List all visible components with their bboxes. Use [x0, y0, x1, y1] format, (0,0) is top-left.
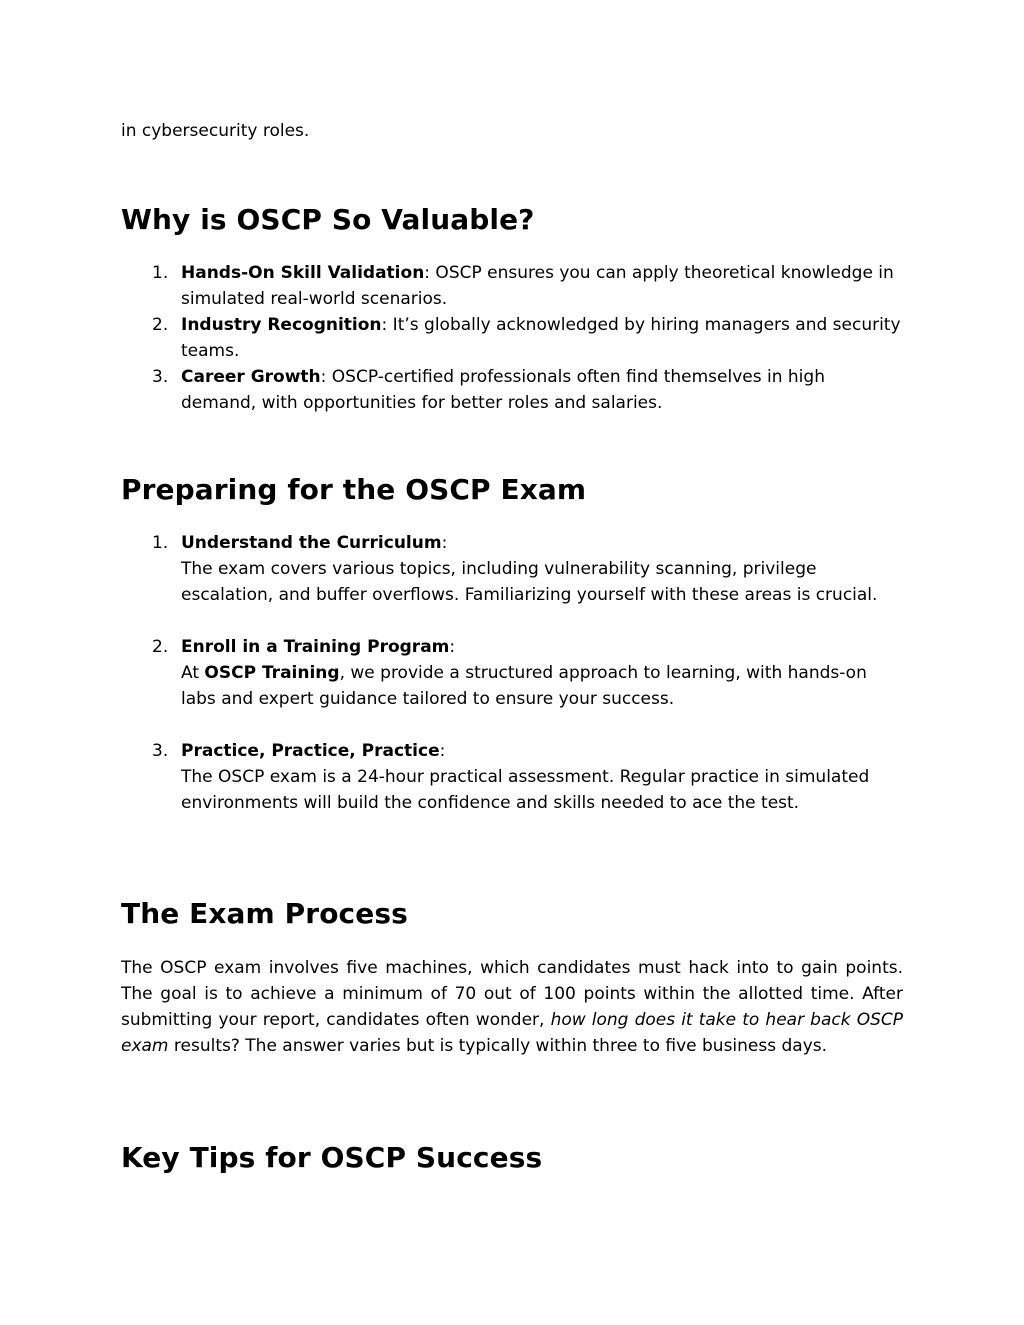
item-text: OSCP ensures you can apply theoretical knowledge in simulated real-world scenarios.	[181, 263, 894, 309]
list-item	[121, 530, 903, 608]
item-text-bold: OSCP Training	[204, 663, 340, 683]
item-text: It’s globally acknowledged by hiring managers and security teams.	[181, 315, 901, 361]
item-text: The exam covers various topics, including vulnerability scanning, privilege escalation, and buffer overflows. Familiarizing yourself with these areas is crucial.	[181, 559, 878, 605]
list-number: 1.	[152, 263, 169, 283]
list-item	[121, 634, 903, 712]
list-item	[121, 312, 903, 364]
item-separator: :	[424, 263, 431, 283]
heading-why-oscp-valuable: Why is OSCP So Valuable?	[121, 203, 535, 236]
exam-process-paragraph	[121, 955, 903, 1059]
list-number: 3.	[152, 367, 169, 387]
item-text: OSCP-certified professionals often find themselves in high demand, with opportunities for better roles and salaries.	[181, 367, 825, 413]
item-title: Career Growth	[181, 367, 321, 387]
item-separator: :	[449, 637, 456, 657]
item-separator: :	[381, 315, 388, 335]
why-list	[121, 260, 903, 416]
item-text-pre: At	[181, 663, 205, 683]
list-number: 2.	[152, 637, 169, 657]
item-title: Enroll in a Training Program	[181, 637, 450, 657]
heading-preparing-oscp-exam: Preparing for the OSCP Exam	[121, 473, 587, 506]
exam-text-post: results? The answer varies but is typically within three to five business days.	[168, 1036, 828, 1056]
item-separator: :	[441, 533, 448, 553]
list-item	[121, 260, 903, 312]
exam-text-italic: how long does it take to hear back OSCP exam	[121, 1010, 903, 1056]
intro-paragraph: in cybersecurity roles.	[121, 121, 310, 141]
list-item	[121, 364, 903, 416]
heading-key-tips: Key Tips for OSCP Success	[121, 1141, 543, 1174]
item-title: Hands-On Skill Validation	[181, 263, 425, 283]
list-number: 2.	[152, 315, 169, 335]
item-separator: :	[439, 741, 446, 761]
heading-exam-process: The Exam Process	[121, 897, 408, 930]
list-number: 3.	[152, 741, 169, 761]
item-title: Industry Recognition	[181, 315, 382, 335]
prep-list	[121, 530, 903, 816]
item-separator: :	[320, 367, 327, 387]
list-item	[121, 738, 903, 816]
item-title: Practice, Practice, Practice	[181, 741, 440, 761]
exam-text-pre: The OSCP exam involves five machines, which candidates must hack into to gain points. The goal is to achieve a minimum of 70 out of 100 points within the allotted time. After submitting your report, candidates often wonder,	[121, 958, 903, 1030]
item-text: The OSCP exam is a 24-hour practical assessment. Regular practice in simulated environments will build the confidence and skills needed to ace the test.	[181, 767, 870, 813]
item-title: Understand the Curriculum	[181, 533, 442, 553]
item-text-post: , we provide a structured approach to learning, with hands-on labs and expert guidance tailored to ensure your success.	[181, 663, 867, 709]
list-number: 1.	[152, 533, 169, 553]
